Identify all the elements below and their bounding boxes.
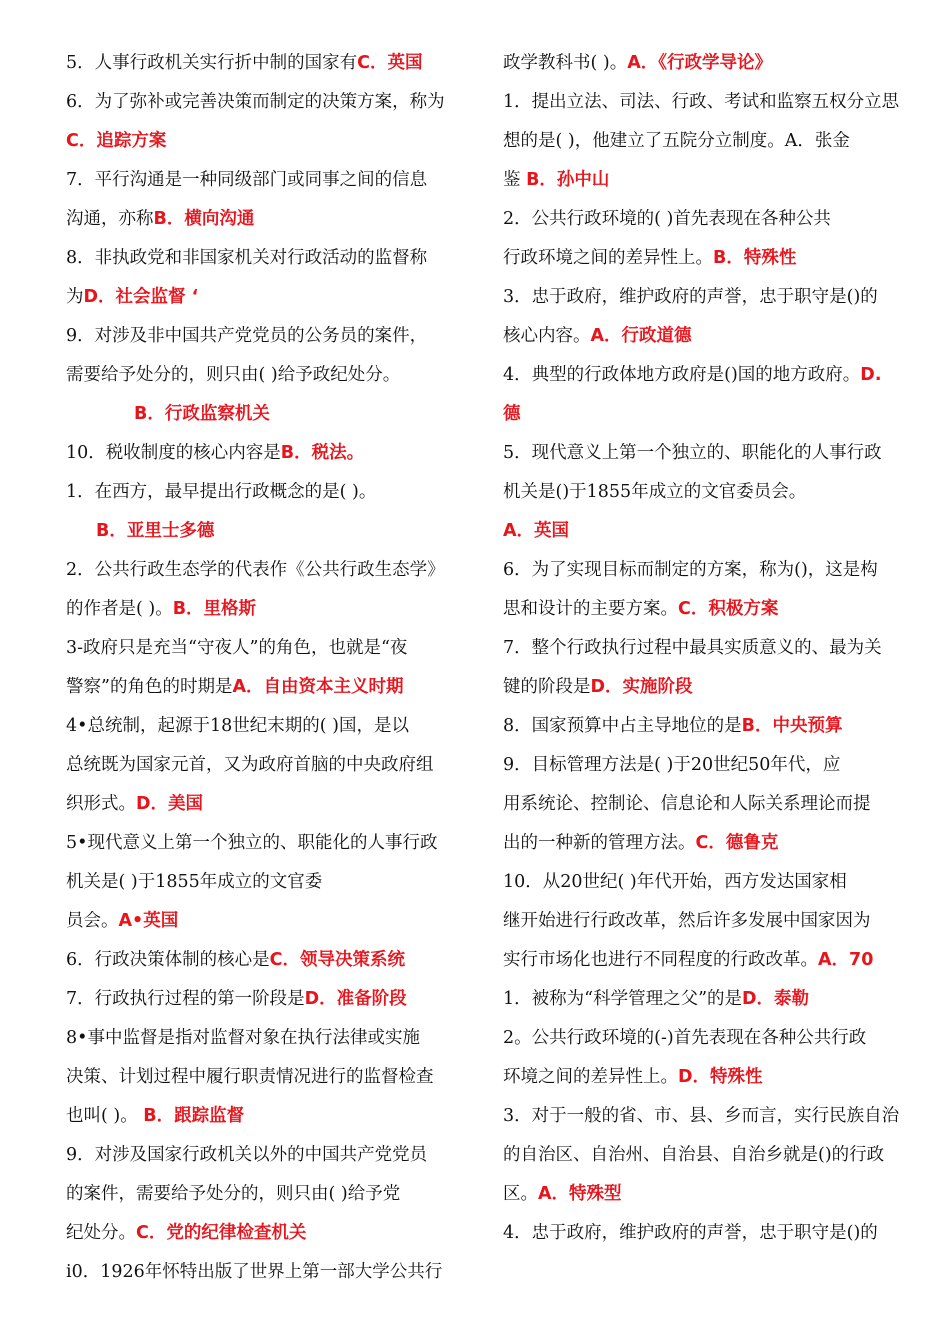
right-line — [503, 668, 913, 707]
right-line — [503, 278, 913, 317]
right-line — [503, 590, 913, 629]
question-text: 政学教科书( )。 — [503, 53, 628, 73]
right-line — [503, 200, 913, 239]
question-text: 1．提出立法、司法、行政、考试和监察五权分立思 — [503, 92, 900, 112]
question-text: 用系统论、控制论、信息论和人际关系理论而提 — [503, 794, 871, 814]
question-text: 思和设计的主要方案。 — [503, 599, 678, 619]
answer-text: A•英国 — [118, 911, 179, 931]
right-line — [503, 551, 913, 590]
question-text: 2。公共行政环境的(-)首先表现在各种公共行政 — [503, 1028, 867, 1048]
left-line — [66, 1175, 476, 1214]
right-line — [503, 1058, 913, 1097]
answer-text: A．特殊型 — [538, 1184, 622, 1204]
answer-text: D．准备阶段 — [304, 989, 407, 1009]
question-text: 8．国家预算中占主导地位的是 — [503, 716, 742, 736]
right-line — [503, 785, 913, 824]
answer-text: A．英国 — [503, 521, 570, 541]
answer-text: B．跟踪监督 — [143, 1106, 245, 1126]
left-line — [66, 239, 476, 278]
question-text: 继开始进行行政改革，然后许多发展中国家因为 — [503, 911, 871, 931]
question-text: 实行市场化也进行不同程度的行政改革。 — [503, 950, 818, 970]
question-text: 7．行政执行过程的第一阶段是 — [66, 989, 305, 1009]
left-line — [66, 746, 476, 785]
right-line — [503, 122, 913, 161]
right-line — [503, 317, 913, 356]
question-text: 决策、计划过程中履行职责情况进行的监督检查 — [66, 1067, 434, 1087]
left-line — [66, 161, 476, 200]
question-text: 出的一种新的管理方法。 — [503, 833, 696, 853]
answer-text: C．英国 — [357, 53, 423, 73]
right-line — [503, 1136, 913, 1175]
answer-text: A．《行政学导论》 — [627, 53, 773, 73]
question-text: 9．对涉及非中国共产党党员的公务员的案件， — [66, 326, 428, 346]
answer-text: D．实施阶段 — [590, 677, 693, 697]
right-line — [503, 980, 913, 1019]
question-text: 4•总统制，起源于18世纪末期的( )国，是以 — [66, 716, 409, 736]
right-line — [503, 434, 913, 473]
question-text: 4．典型的行政体地方政府是()国的地方政府。 — [503, 365, 861, 385]
left-line — [66, 473, 476, 512]
question-text: 5．人事行政机关实行折中制的国家有 — [66, 53, 358, 73]
question-text: 键的阶段是 — [503, 677, 591, 697]
left-line — [66, 395, 476, 434]
left-line — [66, 902, 476, 941]
question-text: 8．非执政党和非国家机关对行政活动的监督称 — [66, 248, 428, 268]
question-text: 行政环境之间的差异性上。 — [503, 248, 713, 268]
right-line — [503, 707, 913, 746]
question-text: 10．税收制度的核心内容是 — [66, 443, 281, 463]
answer-text: C．德鲁克 — [695, 833, 779, 853]
right-line — [503, 863, 913, 902]
left-line — [66, 122, 476, 161]
question-text: 鉴 — [503, 170, 527, 190]
left-line — [66, 980, 476, 1019]
right-line — [503, 824, 913, 863]
question-text: 的作者是( )。 — [66, 599, 173, 619]
answer-text: C．党的纪律检查机关 — [136, 1223, 307, 1243]
right-line — [503, 161, 913, 200]
left-line — [66, 200, 476, 239]
right-line — [503, 1019, 913, 1058]
left-line — [66, 512, 476, 551]
right-line — [503, 83, 913, 122]
question-text: 6．行政决策体制的核心是 — [66, 950, 270, 970]
question-text: 6．为了弥补或完善决策而制定的决策方案，称为 — [66, 92, 445, 112]
left-line — [66, 44, 476, 83]
right-line — [503, 44, 913, 83]
left-line — [66, 629, 476, 668]
answer-text: D. — [860, 365, 882, 385]
left-line — [66, 1058, 476, 1097]
question-text: 9．目标管理方法是( )于20世纪50年代，应 — [503, 755, 841, 775]
right-line — [503, 356, 913, 395]
question-text: 为 — [66, 287, 84, 307]
answer-text: C．追踪方案 — [66, 131, 167, 151]
question-text: 9．对涉及国家行政机关以外的中国共产党党员 — [66, 1145, 428, 1165]
answer-text: B．亚里士多德 — [96, 521, 215, 541]
right-line — [503, 1097, 913, 1136]
question-text: 2．公共行政生态学的代表作《公共行政生态学》 — [66, 560, 445, 580]
right-line — [503, 1214, 913, 1253]
answer-text: A．自由资本主义时期 — [232, 677, 404, 697]
left-line — [66, 278, 476, 317]
answer-text: D．泰勒 — [742, 989, 810, 1009]
left-line — [66, 83, 476, 122]
question-text: 的案件，需要给予处分的，则只由( )给予党 — [66, 1184, 401, 1204]
question-text: 1．在西方，最早提出行政概念的是( )。 — [66, 482, 377, 502]
right-line — [503, 512, 913, 551]
question-text: 8•事中监督是指对监督对象在执行法律或实施 — [66, 1028, 420, 1048]
right-column — [503, 44, 913, 1253]
answer-text: C．领导决策系统 — [269, 950, 405, 970]
answer-text: B．行政监察机关 — [134, 404, 270, 424]
question-text: 2．公共行政环境的( )首先表现在各种公共 — [503, 209, 831, 229]
left-line — [66, 434, 476, 473]
left-line — [66, 356, 476, 395]
question-text: 1．被称为“科学管理之父”的是 — [503, 989, 743, 1009]
answer-text: B．中央预算 — [741, 716, 843, 736]
question-text: 4．忠于政府，维护政府的声誉，忠于职守是()的 — [503, 1223, 878, 1243]
left-line — [66, 824, 476, 863]
left-column — [66, 44, 476, 1292]
left-line — [66, 707, 476, 746]
question-text: 7．整个行政执行过程中最具实质意义的、最为关 — [503, 638, 882, 658]
answer-text: A．70 — [818, 950, 874, 970]
question-text: 3．对于一般的省、市、县、乡而言，实行民族自治 — [503, 1106, 900, 1126]
question-text: 需要给予处分的，则只由( )给予政纪处分。 — [66, 365, 401, 385]
left-line — [66, 590, 476, 629]
right-line — [503, 473, 913, 512]
left-line — [66, 863, 476, 902]
left-line — [66, 1214, 476, 1253]
right-line — [503, 239, 913, 278]
question-text: 也叫( )。 — [66, 1106, 144, 1126]
left-line — [66, 1097, 476, 1136]
question-text: 纪处分。 — [66, 1223, 136, 1243]
question-text: 区。 — [503, 1184, 538, 1204]
answer-text: B．横向沟通 — [153, 209, 255, 229]
question-text: 环境之间的差异性上。 — [503, 1067, 678, 1087]
question-text: 警察”的角色的时期是 — [66, 677, 233, 697]
left-line — [66, 785, 476, 824]
question-text: 沟通，亦称 — [66, 209, 154, 229]
question-text: 织形式。 — [66, 794, 136, 814]
question-text: 核心内容。 — [503, 326, 591, 346]
question-text: 想的是( )，他建立了五院分立制度。A．张金 — [503, 131, 850, 151]
answer-text: B．特殊性 — [713, 248, 797, 268]
question-text: 3-政府只是充当“守夜人”的角色，也就是“夜 — [66, 638, 408, 658]
question-text: 5•现代意义上第一个独立的、职能化的人事行政 — [66, 833, 438, 853]
question-text: 机关是()于1855年成立的文官委员会。 — [503, 482, 807, 502]
right-line — [503, 746, 913, 785]
question-text: 总统既为国家元首，又为政府首脑的中央政府组 — [66, 755, 434, 775]
question-text: 员会。 — [66, 911, 119, 931]
answer-text: B．税法。 — [280, 443, 365, 463]
right-line — [503, 395, 913, 434]
left-line — [66, 941, 476, 980]
answer-text: D．社会监督 ‘ — [83, 287, 199, 307]
question-text: 机关是( )于1855年成立的文官委 — [66, 872, 323, 892]
answer-text: B．孙中山 — [526, 170, 610, 190]
left-line — [66, 551, 476, 590]
question-text: 10．从20世纪( )年代开始，西方发达国家相 — [503, 872, 847, 892]
question-text: 7．平行沟通是一种同级部门或同事之间的信息 — [66, 170, 428, 190]
answer-text: C．积极方案 — [678, 599, 779, 619]
answer-text: D．特殊性 — [678, 1067, 763, 1087]
question-text: 6．为了实现目标而制定的方案，称为()，这是构 — [503, 560, 878, 580]
answer-text: B．里格斯 — [172, 599, 257, 619]
right-line — [503, 1175, 913, 1214]
question-text: 的自治区、自治州、自治县、自治乡就是()的行政 — [503, 1145, 885, 1165]
question-text: i0．1926年怀特出版了世界上第一部大学公共行 — [66, 1262, 443, 1282]
right-line — [503, 941, 913, 980]
left-line — [66, 317, 476, 356]
left-line — [66, 1136, 476, 1175]
answer-text: D．美国 — [136, 794, 204, 814]
answer-text: A．行政道德 — [590, 326, 692, 346]
question-text: 3．忠于政府，维护政府的声誉，忠于职守是()的 — [503, 287, 878, 307]
left-line — [66, 1019, 476, 1058]
right-line — [503, 902, 913, 941]
question-text: 5．现代意义上第一个独立的、职能化的人事行政 — [503, 443, 882, 463]
left-line — [66, 1253, 476, 1292]
left-line — [66, 668, 476, 707]
answer-text: 德 — [503, 404, 521, 424]
right-line — [503, 629, 913, 668]
